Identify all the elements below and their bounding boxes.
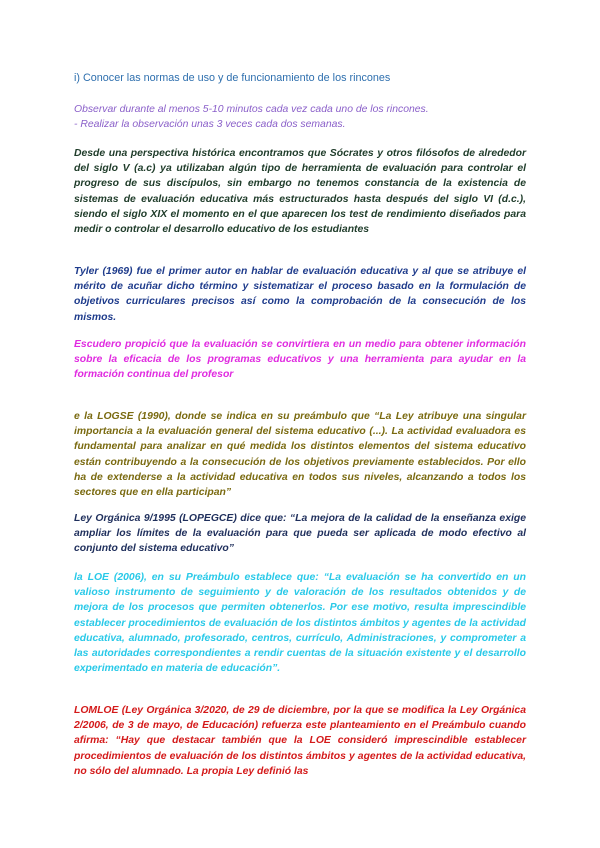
observation-line-2: - Realizar la observación unas 3 veces cada dos semanas. (74, 119, 346, 131)
paragraph-historical-perspective: Desde una perspectiva histórica encontramos que Sócrates y otros filósofos de alrededor del siglo V (a.c) ya utilizaban algún tipo de herramienta de evaluación para controlar el progreso de sus discípulos, sin embargo no tenemos constancia de la existencia de sistemas de evaluación educativa más estructurados hasta después del siglo VI (d.c.), siendo el siglo XIX el momento en el que aparecen los test de rendimiento diseñados para medir o controlar el desarrollo educativo de los estudiantes (74, 148, 526, 236)
paragraph-loe: la LOE (2006), en su Preámbulo establece que: “La evaluación se ha convertido en un valioso instrumento de seguimiento y de valoración de los resultados obtenidos y de mejora de los procesos que permiten obtenerlos. Por ese motivo, resulta imprescindible establecer procedimientos de evaluación de los distintos ámbitos y agentes de la actividad educativa, alumnado, profesorado, centros, currículo, Administraciones, y comprometer a las autoridades correspondientes a rendir cuentas de la situación existente y el desarrollo experimentado en materia de educación”. (74, 572, 526, 675)
paragraph-lopegce: Ley Orgánica 9/1995 (LOPEGCE) dice que: “La mejora de la calidad de la enseñanza exige ampliar los límites de la evaluación para que pueda ser aplicada de modo efectivo al conjunto del sistema educativo” (74, 513, 526, 555)
paragraph-logse: e la LOGSE (1990), donde se indica en su preámbulo que “La Ley atribuye una singular importancia a la evaluación general del sistema educativo (...). La actividad evaluadora es fundamental para analizar en qué medida los distintos elementos del sistema educativo están contribuyendo a la consecución de los objetivos previamente establecidos. Por ello ha de extenderse a la actividad educativa en todos sus niveles, alcanzando a todos los sectores que en ella participan” (74, 411, 526, 499)
observation-line-1: Observar durante al menos 5-10 minutos cada vez cada uno de los rincones. (74, 104, 429, 115)
observation-instructions (74, 102, 526, 132)
paragraph-tyler: Tyler (1969) fue el primer autor en hablar de evaluación educativa y al que se atribuye el mérito de acuñar dicho término y sistematizar el proceso basado en la formulación de objetivos curriculares precisos así como la comprobación de la consecución de los mismos. (74, 266, 526, 323)
paragraph-escudero: Escudero propició que la evaluación se convirtiera en un medio para obtener información sobre la eficacia de los programas educativos y una herramienta para ayudar en la formación continua del profesor (74, 339, 526, 381)
paragraph-lomloe: LOMLOE (Ley Orgánica 3/2020, de 29 de diciembre, por la que se modifica la Ley Orgánica 2/2006, de 3 de mayo, de Educación) refuerza este planteamiento en el Preámbulo cuando afirma: “Hay que destacar también que la LOE consideró imprescindible establecer procedimientos de evaluación de los distintos ámbitos y agentes de la actividad educativa, no sólo del alumnado. La propia Ley definió las (74, 705, 526, 777)
section-heading: i) Conocer las normas de uso y de funcionamiento de los rincones (74, 72, 391, 84)
